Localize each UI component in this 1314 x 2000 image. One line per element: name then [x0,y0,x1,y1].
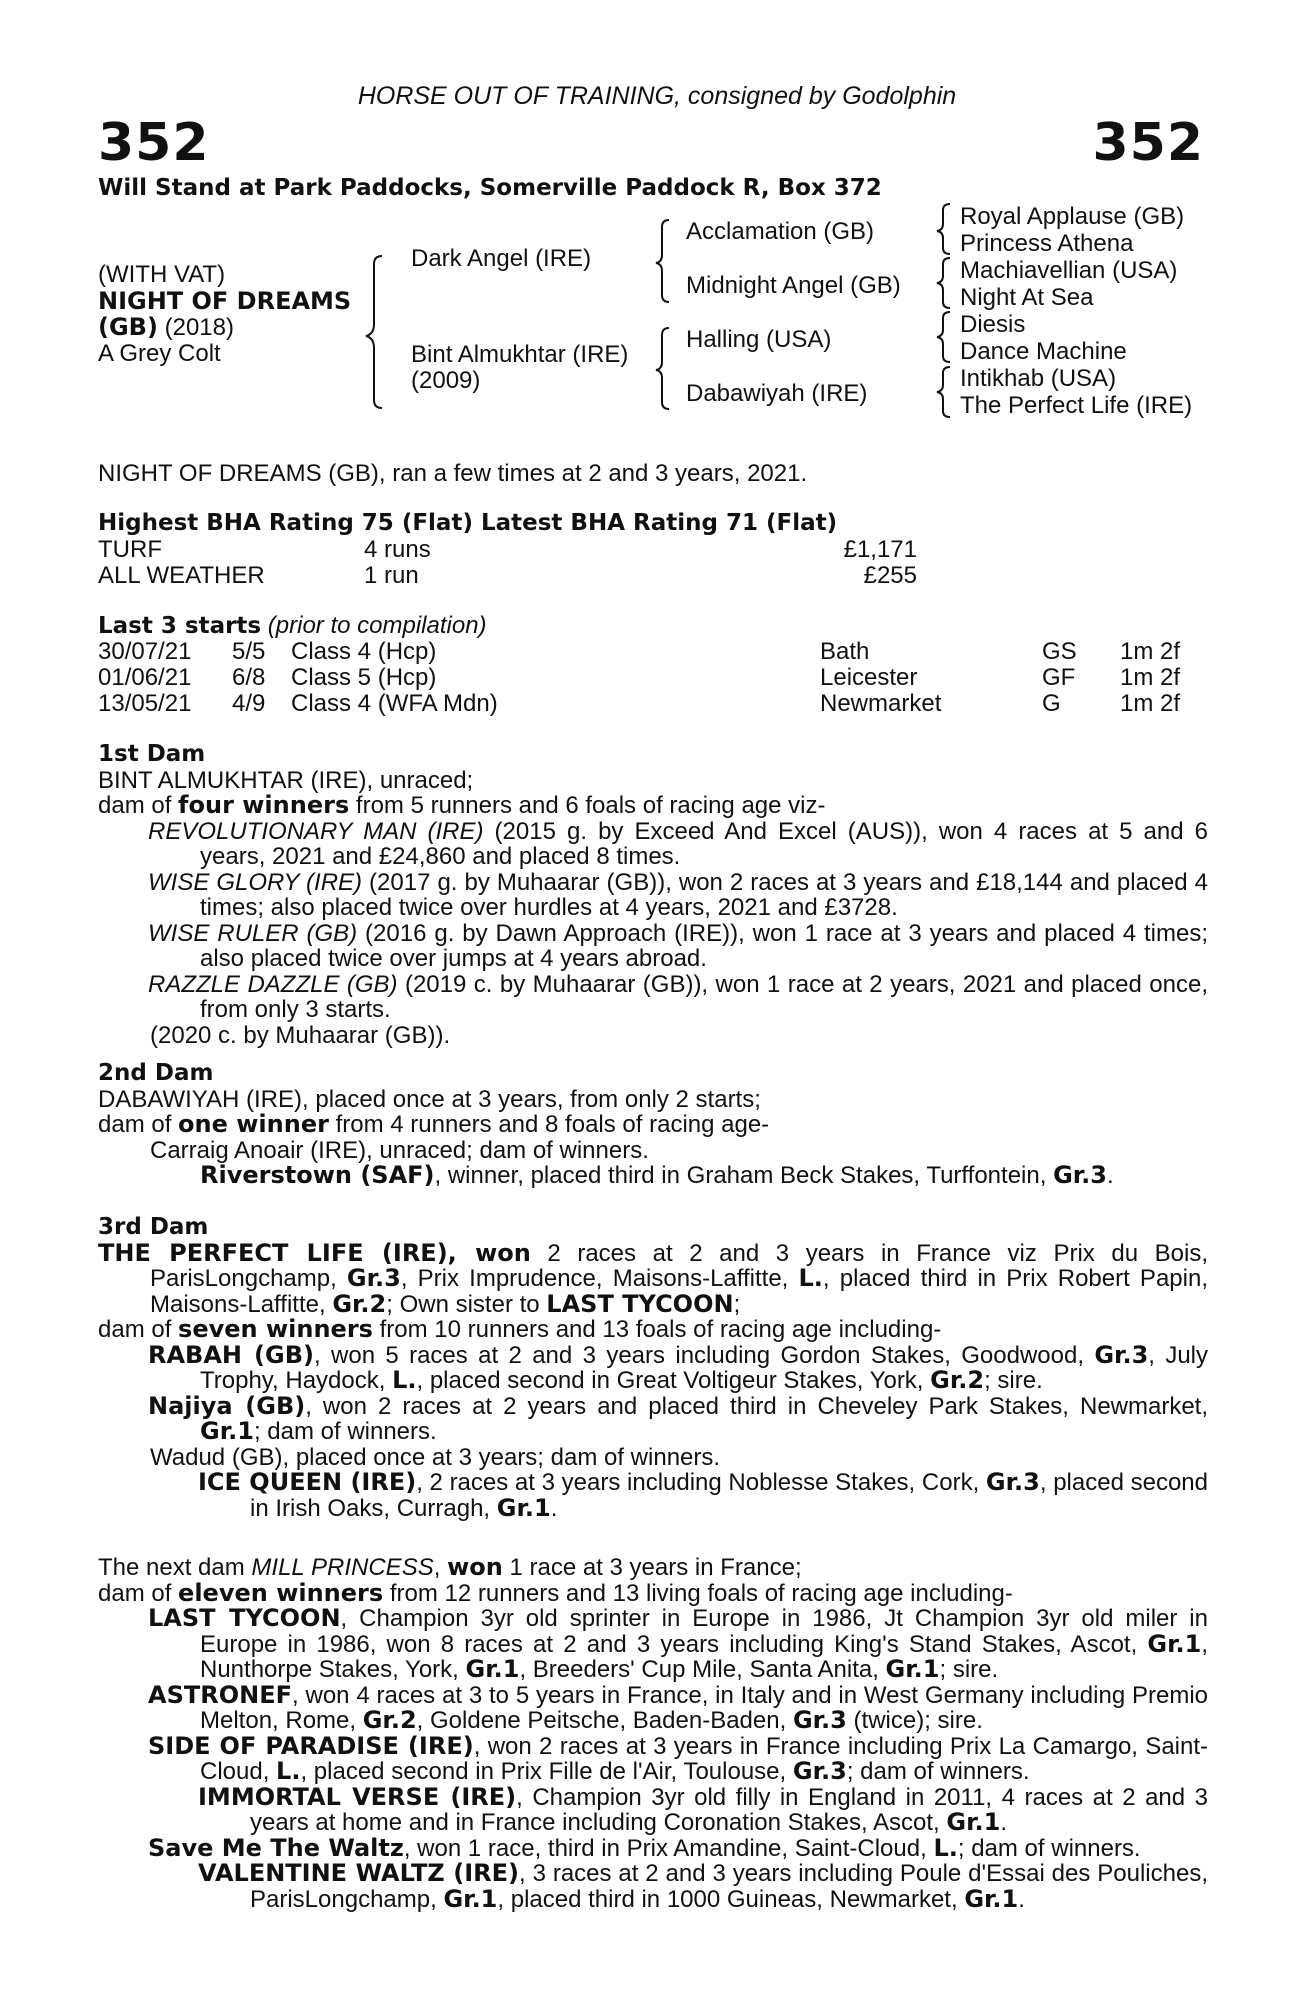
stand-location: Will Stand at Park Paddocks, Somerville Paddock R, Box 372 [98,175,882,201]
progeny-entry: Najiya (GB), won 2 races at 2 years and placed third in Cheveley Park Stakes, Newmarket, Gr.1; dam of winners. [148,1391,1209,1445]
ratings-heading: Highest BHA Rating 75 (Flat) Latest BHA Rating 71 (Flat) [98,510,838,536]
pedigree-brace-g3 [937,312,950,362]
first-dam-section [98,742,1208,1048]
horse-origin: (GB) [98,313,158,341]
ratings-prize: £1,171 [843,536,917,563]
second-dam-line: DABAWIYAH (IRE), placed once at 3 years, from only 2 starts; [98,1085,761,1113]
start-course: Bath [820,638,870,665]
second-dam-produce-summary: dam of one winner from 4 runners and 8 foals of racing age- [98,1110,770,1138]
start-course: Newmarket [820,690,942,717]
start-distance: 1m 2f [1120,664,1181,691]
horse-description: A Grey Colt [98,340,221,367]
starts-heading-note: (prior to compilation) [261,612,487,639]
pedigree-g6: Dance Machine [960,338,1127,365]
pedigree-g2: Princess Athena [960,230,1134,257]
pedigree-g4: Night At Sea [960,284,1094,311]
pedigree-g7: Intikhab (USA) [960,365,1117,392]
start-race: Class 5 (Hcp) [291,664,437,691]
horse-year: (2018) [157,314,234,341]
third-dam-section [98,1215,1208,1521]
pedigree-sire: Dark Angel (IRE) [411,245,592,272]
progeny-entry: IMMORTAL VERSE (IRE), Champion 3yr old filly in England in 2011, 4 races at 2 and 3 years at home and in France including Coronation Stakes, Ascot, Gr.1. [198,1782,1208,1836]
ratings-row [98,537,1208,563]
horse-name: NIGHT OF DREAMS [98,287,352,315]
start-position: 4/9 [232,690,266,717]
progeny-entry: WISE RULER (GB) (2016 g. by Dawn Approach (IRE)), won 1 race at 3 years and placed 4 times; also placed twice over jumps at 4 years abroad. [148,919,1208,972]
starts-heading [98,613,487,640]
pedigree-brace-sire [656,220,669,302]
start-date: 01/06/21 [98,664,192,691]
progeny-entry: WISE GLORY (IRE) (2017 g. by Muhaarar (GB)), won 2 races at 3 years and £18,144 and placed 4 times; also placed twice over hurdles at 4 years, 2021 and £3728. [148,868,1208,921]
start-going: G [1042,690,1061,717]
ratings-runs: 1 run [364,562,419,589]
starts-row [98,691,1208,717]
pedigree-g3: Machiavellian (USA) [960,257,1178,284]
lot-number-right: 352 [1092,113,1204,173]
first-dam-line: BINT ALMUKHTAR (IRE), unraced; [98,766,474,794]
start-position: 6/8 [232,664,266,691]
progeny-entry: Save Me The Waltz, won 1 race, third in Prix Amandine, Saint-Cloud, L.; dam of winners. [148,1833,1141,1862]
next-dam-line: The next dam MILL PRINCESS, won 1 race at 3 years in France; [98,1553,802,1581]
start-date: 30/07/21 [98,638,192,665]
progeny-entry: Wadud (GB), placed once at 3 years; dam of winners. [150,1443,721,1471]
start-position: 5/5 [232,638,266,665]
start-race: Class 4 (WFA Mdn) [291,690,498,717]
progeny-entry: REVOLUTIONARY MAN (IRE) (2015 g. by Exceed And Excel (AUS)), won 4 races at 5 and 6 years, 2021 and £24,860 and placed 8 times. [148,817,1208,870]
starts-row [98,665,1208,691]
pedigree-brace-g1 [937,204,950,254]
pedigree-sire-sire: Acclamation (GB) [686,218,875,245]
ratings-prize: £255 [863,562,917,589]
progeny-entry: (2020 c. by Muhaarar (GB)). [150,1021,451,1049]
pedigree-dam-sire: Halling (USA) [686,326,832,353]
third-dam-heading: 3rd Dam [98,1214,209,1240]
racing-summary: NIGHT OF DREAMS (GB), ran a few times at 2 and 3 years, 2021. [98,460,808,487]
progeny-entry: RAZZLE DAZZLE (GB) (2019 c. by Muhaarar (GB)), won 1 race at 2 years, 2021 and placed once, from only 3 starts. [148,970,1208,1023]
pedigree-g1: Royal Applause (GB) [960,203,1185,230]
ratings-surface: ALL WEATHER [98,562,265,589]
third-dam-record: THE PERFECT LIFE (IRE), won 2 races at 2 and 3 years in France viz Prix du Bois, ParisLongchamp, Gr.3, Prix Imprudence, Maisons-Laffitte, L., placed third in Prix Robert Papin, Maisons-Laffitte, Gr.2; Own sister to LAST TYCOON; [98,1238,1208,1318]
start-date: 13/05/21 [98,690,192,717]
ratings-surface: TURF [98,536,162,563]
pedigree-dam-year: (2009) [411,367,481,394]
ratings-row [98,563,1208,589]
next-dam-section [98,1555,1208,1912]
third-dam-produce-summary: dam of seven winners from 10 runners and 13 foals of racing age including- [98,1315,942,1343]
pedigree-brace-main [366,256,382,408]
next-dam-produce-summary: dam of eleven winners from 12 runners and 13 living foals of racing age including- [98,1578,1013,1607]
pedigree-brace-g4 [937,367,950,417]
progeny-entry: SIDE OF PARADISE (IRE), won 2 races at 3 years in France including Prix La Camargo, Saint-Cloud, L., placed second in Prix Fille de l'Air, Toulouse, Gr.3; dam of winners. [148,1731,1209,1785]
ratings-runs: 4 runs [364,536,431,563]
pedigree-sire-dam: Midnight Angel (GB) [686,272,901,299]
vat-label: (WITH VAT) [98,261,226,288]
progeny-entry: ICE QUEEN (IRE), 2 races at 3 years including Noblesse Stakes, Cork, Gr.3, placed second in Irish Oaks, Curragh, Gr.1. [198,1468,1209,1522]
pedigree-brace-dam [656,328,669,409]
starts-heading-title: Last 3 starts [98,613,262,639]
pedigree-dam-dam: Dabawiyah (IRE) [686,380,868,407]
progeny-entry: LAST TYCOON, Champion 3yr old sprinter in Europe in 1986, Jt Champion 3yr old miler in Europe in 1986, won 8 races at 2 and 3 years including King's Stand Stakes, Ascot, Gr.1, Nunthorpe Stakes, York, Gr.1, Breeders' Cup Mile, Santa Anita, Gr.1; sire. [148,1604,1208,1683]
pedigree-dam: Bint Almukhtar (IRE) [411,341,629,368]
lot-number-left: 352 [98,113,210,173]
progeny-entry: Carraig Anoair (IRE), unraced; dam of winners. [150,1136,649,1164]
start-going: GS [1042,638,1077,665]
pedigree-g5: Diesis [960,311,1026,338]
progeny-entry: RABAH (GB), won 5 races at 2 and 3 years including Gordon Stakes, Goodwood, Gr.3, July Trophy, Haydock, L., placed second in Great Voltigeur Stakes, York, Gr.2; sire. [148,1340,1208,1394]
start-going: GF [1042,664,1076,691]
consignment-header: HORSE OUT OF TRAINING, consigned by Godolphin [357,82,957,110]
progeny-entry: VALENTINE WALTZ (IRE), 3 races at 2 and 3 years including Poule d'Essai des Pouliches, ParisLongchamp, Gr.1, placed third in 1000 Guineas, Newmarket, Gr.1. [198,1859,1208,1913]
progeny-entry: Riverstown (SAF), winner, placed third in Graham Beck Stakes, Turffontein, Gr.3. [200,1161,1114,1189]
first-dam-produce-summary: dam of four winners from 5 runners and 6 foals of racing age viz- [98,791,826,819]
start-distance: 1m 2f [1120,638,1181,665]
start-race: Class 4 (Hcp) [291,638,437,665]
start-distance: 1m 2f [1120,690,1181,717]
pedigree-g8: The Perfect Life (IRE) [960,392,1193,419]
start-course: Leicester [820,664,918,691]
progeny-entry: ASTRONEF, won 4 races at 3 to 5 years in France, in Italy and in West Germany including Premio Melton, Rome, Gr.2, Goldene Peitsche, Baden-Baden, Gr.3 (twice); sire. [148,1680,1208,1734]
first-dam-heading: 1st Dam [98,741,206,767]
second-dam-section [98,1061,1208,1189]
second-dam-heading: 2nd Dam [98,1060,214,1086]
pedigree-brace-g2 [937,258,950,308]
starts-row [98,639,1208,665]
